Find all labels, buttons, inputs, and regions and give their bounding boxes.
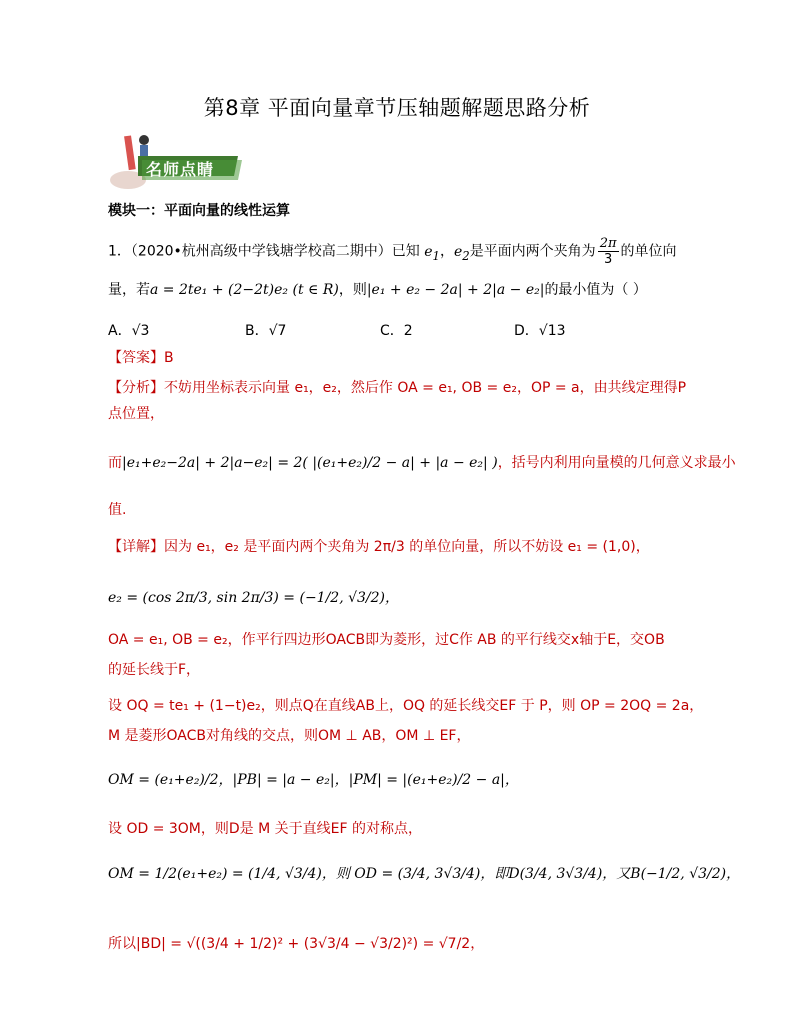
detail-tag: 【详解】 xyxy=(108,539,164,555)
module-heading: 模块一：平面向量的线性运算 xyxy=(108,203,290,219)
detail-line-7: OM = (e₁+e₂)/2，|PB| = |a − e₂|，|PM| = |(e₁+e₂)/2 − a|， xyxy=(108,772,519,788)
analysis-line-4: 值. xyxy=(108,502,127,518)
banner-label: 名师点睛 xyxy=(146,160,215,179)
analysis-line-1: 【分析】不妨用坐标表示向量 e₁，e₂，然后作 OA = e₁, OB = e₂，OP = a，由共线定理得P xyxy=(108,380,687,396)
analysis-tag: 【分析】 xyxy=(108,380,164,396)
answer-line: 【答案】B xyxy=(108,350,174,366)
option-b: B．√7 xyxy=(245,323,287,339)
vector-e2: $e_2$ xyxy=(453,243,470,263)
question-prefix: 1．（2020•杭州高级中学钱塘学校高二期中）已知 xyxy=(108,243,420,260)
detail-line-10: 所以|BD| = √((3/4 + 1/2)² + (3√3/4 − √3/2)²) = √7/2， xyxy=(108,936,485,952)
detail-line-3: OA = e₁, OB = e₂，作平行四边形OACB即为菱形，过C作 AB 的平行线交x轴于E，交OB xyxy=(108,632,665,648)
target-expression: |e₁ + e₂ − 2a| + 2|a − e₂| xyxy=(366,282,545,298)
page-title: 第8章 平面向量章节压轴题解题思路分析 xyxy=(203,96,591,120)
option-d: D．√13 xyxy=(514,323,566,339)
question-suffix: 的单位向 xyxy=(620,243,677,260)
vector-a-expression: a = 2te₁ + (2−2t)e₂ (t ∈ R) xyxy=(150,282,339,298)
detail-line-9: OM = 1/2(e₁+e₂) = (1/4, √3/4)，则 OD = (3/4, 3√3/4)，即D(3/4, 3√3/4)，又B(−1/2, √3/2)， xyxy=(108,866,741,882)
detail-line-5: 设 OQ = te₁ + (1−t)e₂，则点Q在直线AB上，OQ 的延长线交EF 于 P，则 OP = 2OQ = 2a， xyxy=(108,698,704,714)
detail-line-6: M 是菱形OACB对角线的交点，则OM ⊥ AB，OM ⊥ EF， xyxy=(108,728,471,744)
vector-e1: $e_1$ xyxy=(424,243,440,263)
analysis-line-3: 而|e₁+e₂−2a| + 2|a−e₂| = 2( |(e₁+e₂)/2 − a| + |a − e₂| )，括号内利用向量模的几何意义求最小 xyxy=(108,455,736,471)
question-line-2: 量，若a = 2te₁ + (2−2t)e₂ (t ∈ R)，则|e₁ + e₂ − 2a| + 2|a − e₂|的最小值为（ ） xyxy=(108,282,647,298)
detail-line-1: 【详解】因为 e₁，e₂ 是平面内两个夹角为 2π/3 的单位向量，所以不妨设 e₁ = (1,0)， xyxy=(108,539,650,555)
question-mid: 是平面内两个夹角为 xyxy=(469,243,596,260)
analysis-expression: |e₁+e₂−2a| + 2|a−e₂| = 2( |(e₁+e₂)/2 − a| + |a − e₂| ) xyxy=(122,455,498,471)
option-a: A．√3 xyxy=(108,323,150,339)
analysis-line-2: 点位置， xyxy=(108,406,164,422)
detail-line-4: 的延长线于F， xyxy=(108,662,201,678)
angle-fraction: $\frac{2\pi}{3}$ xyxy=(599,236,617,267)
detail-line-8: 设 OD = 3OM，则D是 M 关于直线EF 的对称点， xyxy=(108,821,422,837)
question-line-1: 1．（2020•杭州高级中学钱塘学校高二期中）已知 $e_1$，$e_2$是平面内两个夹角为 $\frac{2\pi}{3}$ 的单位向 xyxy=(108,236,677,267)
detail-line-2: e₂ = (cos 2π/3, sin 2π/3) = (−1/2, √3/2)， xyxy=(108,590,400,606)
option-c: C．2 xyxy=(380,323,413,339)
